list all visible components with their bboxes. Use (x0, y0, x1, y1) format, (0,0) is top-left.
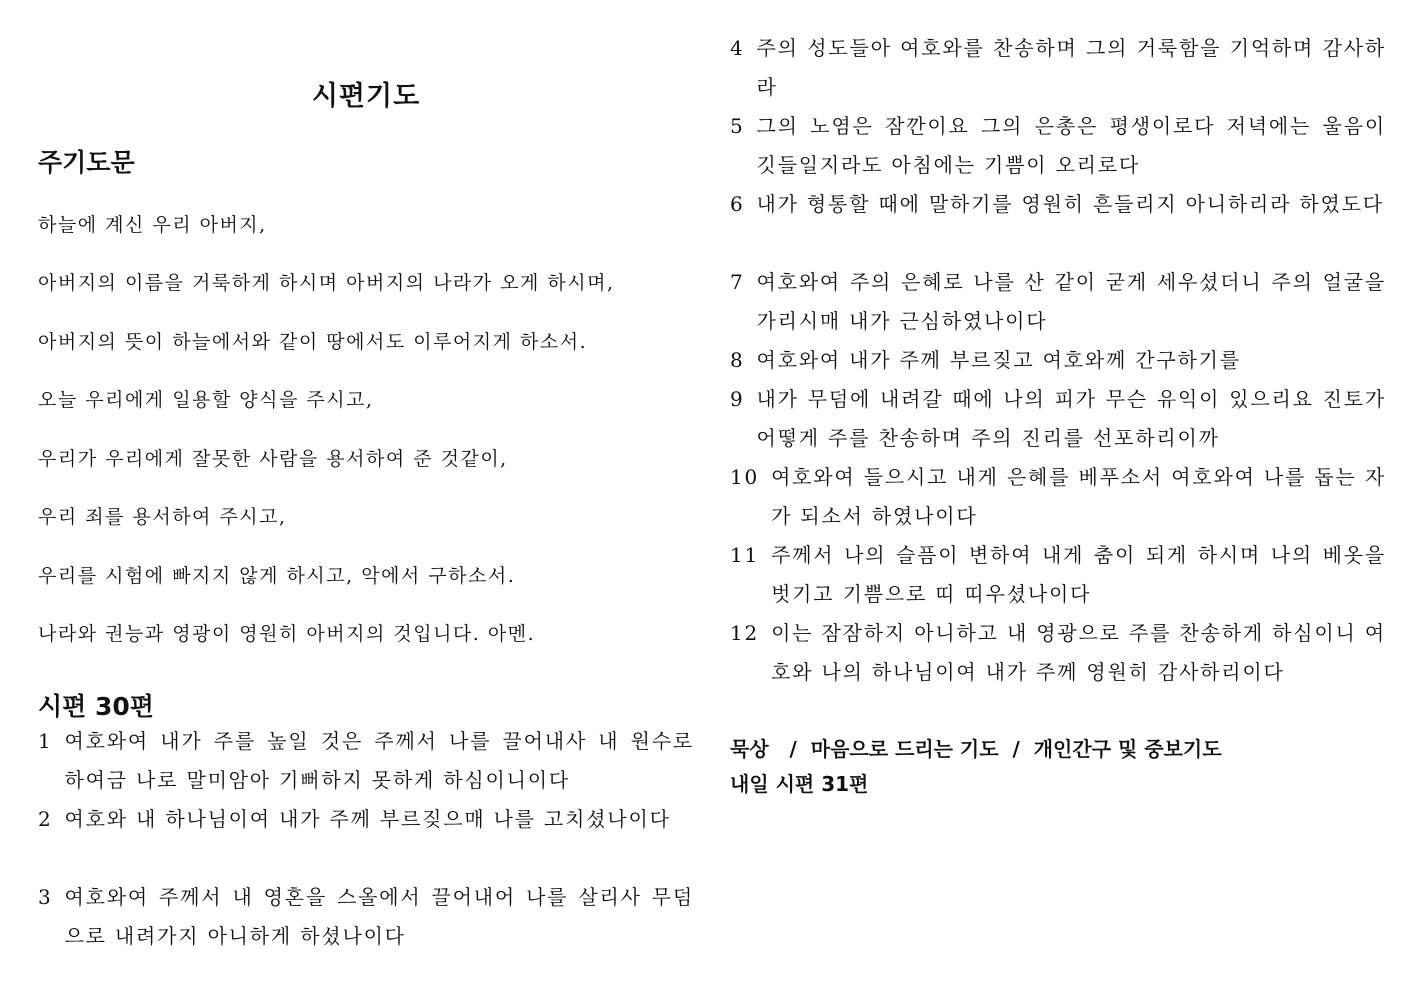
verse-number: 5 (730, 114, 745, 138)
prayer-heading: 주기도문 (38, 148, 135, 177)
verse-number: 2 (38, 807, 53, 831)
page-title: 시편기도 (311, 81, 421, 112)
prayer-line: 아버지의 이름을 거룩하게 하시며 아버지의 나라가 오게 하시며, (38, 272, 615, 294)
psalm-verse (730, 380, 1386, 458)
verse-number: 10 (730, 465, 760, 489)
verse-text: 여호와여 들으시고 내게 은혜를 베푸소서 여호와여 나를 돕는 자가 되소서 하였나이다 (771, 465, 1386, 528)
psalm-verse (730, 29, 1386, 107)
psalm-verse (730, 185, 1386, 224)
psalm-verse (730, 536, 1386, 614)
psalm-verse (730, 614, 1386, 692)
verse-number: 8 (730, 348, 745, 372)
verse-number: 6 (730, 192, 745, 216)
verse-text: 여호와여 주께서 내 영혼을 스올에서 끌어내어 나를 살리사 무덤으로 내려가지 아니하게 하셨나이다 (64, 885, 694, 948)
psalm-verse (38, 722, 694, 800)
psalm-verse (730, 458, 1386, 536)
prayer-line: 아버지의 뜻이 하늘에서와 같이 땅에서도 이루어지게 하소서. (38, 331, 588, 353)
psalm-verse (38, 878, 694, 956)
psalm-verse (730, 107, 1386, 185)
verse-number: 12 (730, 621, 760, 645)
verse-number: 9 (730, 387, 745, 411)
verse-text: 여호와 내 하나님이여 내가 주께 부르짖으매 나를 고치셨나이다 (64, 807, 671, 831)
verse-number: 3 (38, 885, 53, 909)
psalm-heading: 시편 30편 (38, 692, 154, 721)
prayer-line: 하늘에 계신 우리 아버지, (38, 214, 267, 236)
psalm-verse (730, 341, 1386, 380)
verse-text: 이는 잠잠하지 아니하고 내 영광으로 주를 찬송하게 하심이니 여호와 나의 하나님이여 내가 주께 영원히 감사하리이다 (771, 621, 1386, 684)
verse-text: 내가 무덤에 내려갈 때에 나의 피가 무슨 유익이 있으리요 진토가 어떻게 주를 찬송하며 주의 진리를 선포하리이까 (756, 387, 1386, 450)
prayer-line: 우리를 시험에 빠지지 않게 하시고, 악에서 구하소서. (38, 565, 516, 587)
prayer-line: 우리가 우리에게 잘못한 사람을 용서하여 준 것같이, (38, 448, 508, 470)
verse-number: 4 (730, 36, 745, 60)
psalm-verse (38, 800, 694, 839)
footer-meditation-line: 묵상 / 마음으로 드리는 기도 / 개인간구 및 중보기도 (730, 737, 1222, 761)
verse-text: 그의 노염은 잠깐이요 그의 은총은 평생이로다 저녁에는 울음이 깃들일지라도 아침에는 기쁨이 오리로다 (756, 114, 1386, 177)
prayer-line: 나라와 권능과 영광이 영원히 아버지의 것입니다. 아멘. (38, 623, 536, 645)
psalm-verse (730, 263, 1386, 341)
verse-number: 11 (730, 543, 760, 567)
prayer-line: 오늘 우리에게 일용할 양식을 주시고, (38, 389, 374, 411)
footer-next-reading: 내일 시편 31편 (730, 772, 869, 796)
verse-text: 여호와여 내가 주를 높일 것은 주께서 나를 끌어내사 내 원수로 하여금 나로 말미암아 기뻐하지 못하게 하심이니이다 (64, 729, 694, 792)
prayer-line: 우리 죄를 용서하여 주시고, (38, 506, 287, 528)
verse-text: 주께서 나의 슬픔이 변하여 내게 춤이 되게 하시며 나의 베옷을 벗기고 기쁨으로 띠 띠우셨나이다 (771, 543, 1386, 606)
verse-text: 내가 형통할 때에 말하기를 영원히 흔들리지 아니하리라 하였도다 (756, 192, 1384, 216)
verse-text: 여호와여 내가 주께 부르짖고 여호와께 간구하기를 (756, 348, 1241, 372)
verse-text: 여호와여 주의 은혜로 나를 산 같이 굳게 세우셨더니 주의 얼굴을 가리시매 내가 근심하였나이다 (756, 270, 1386, 333)
verse-number: 1 (38, 729, 53, 753)
verse-number: 7 (730, 270, 745, 294)
verse-text: 주의 성도들아 여호와를 찬송하며 그의 거룩함을 기억하며 감사하라 (756, 36, 1386, 99)
